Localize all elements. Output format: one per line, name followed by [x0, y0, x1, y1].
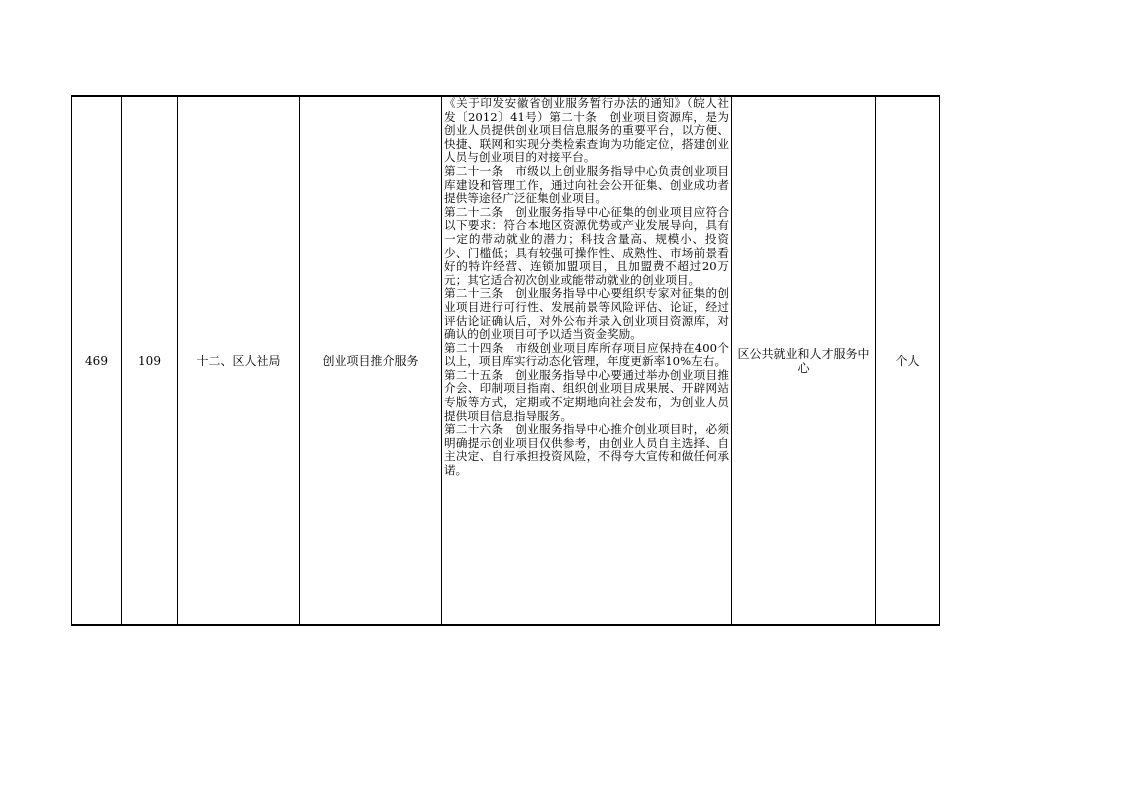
service-object: 个人: [895, 353, 920, 368]
service-object-cell: [876, 96, 940, 625]
basis-paragraph-article-20: 《关于印发安徽省创业服务暂行办法的通知》（皖人社发〔2012〕41号）第二十条 创业项目资源库，是为创业人员提供创业项目信息服务的重要平台，以方便、快捷、联网和实现分类检索查询为功能定位，搭建创业人员与创业项目的对接平台。: [444, 96, 729, 165]
seq-no-cell: [72, 96, 122, 625]
basis-paragraph-article-21: 第二十一条 市级以上创业服务指导中心负责创业项目库建设和管理工作，通过向社会公开征集、创业成功者提供等途径广泛征集创业项目。: [444, 163, 729, 206]
implementing-body-cell: [732, 96, 876, 625]
basis-paragraph-article-24: 第二十四条 市级创业项目库所存项目应保持在400个以上，项目库实行动态化管理，年度更新率10%左右。: [444, 340, 729, 369]
basis-paragraph-article-23: 第二十三条 创业服务指导中心要组织专家对征集的创业项目进行可行性、发展前景等风险评估、论证，经过评估论证确认后，对外公布并录入创业项目资源库，对确认的创业项目可予以适当资金奖励。: [444, 286, 729, 342]
service-list-table: [71, 95, 940, 626]
department-cell: [178, 96, 300, 625]
item-name-cell: [300, 96, 442, 625]
table-row: [72, 96, 940, 625]
implementing-body: 区公共就业和人才服务中心: [737, 346, 870, 375]
seq-no: 469: [85, 353, 108, 368]
basis-paragraph-article-22: 第二十二条 创业服务指导中心征集的创业项目应符合以下要求：符合本地区资源优势或产业发展导向，具有一定的带动就业的潜力；科技含量高、规模小、投资少、门槛低；具有较强可操作性、成熟性、市场前景看好的特许经营、连锁加盟项目，且加盟费不超过20万元；其它适合初次创业或能带动就业的创业项目。: [444, 204, 729, 287]
item-no: 109: [138, 353, 161, 368]
basis-paragraph-article-25: 第二十五条 创业服务指导中心要通过举办创业项目推介会、印制项目指南、组织创业项目成果展、开辟网站专版等方式，定期或不定期地向社会发布，为创业人员提供项目信息指导服务。: [444, 367, 729, 423]
department-name: 十二、区人社局: [196, 353, 281, 368]
legal-basis-cell: [442, 96, 732, 625]
item-no-cell: [122, 96, 178, 625]
service-item-name: 创业项目推介服务: [322, 353, 419, 368]
basis-paragraph-article-26: 第二十六条 创业服务指导中心推介创业项目时，必须明确提示创业项目仅供参考，由创业人员自主选择、自主决定、自行承担投资风险，不得夸大宣传和做任何承诺。: [444, 422, 729, 478]
document-table-container: [71, 95, 940, 626]
